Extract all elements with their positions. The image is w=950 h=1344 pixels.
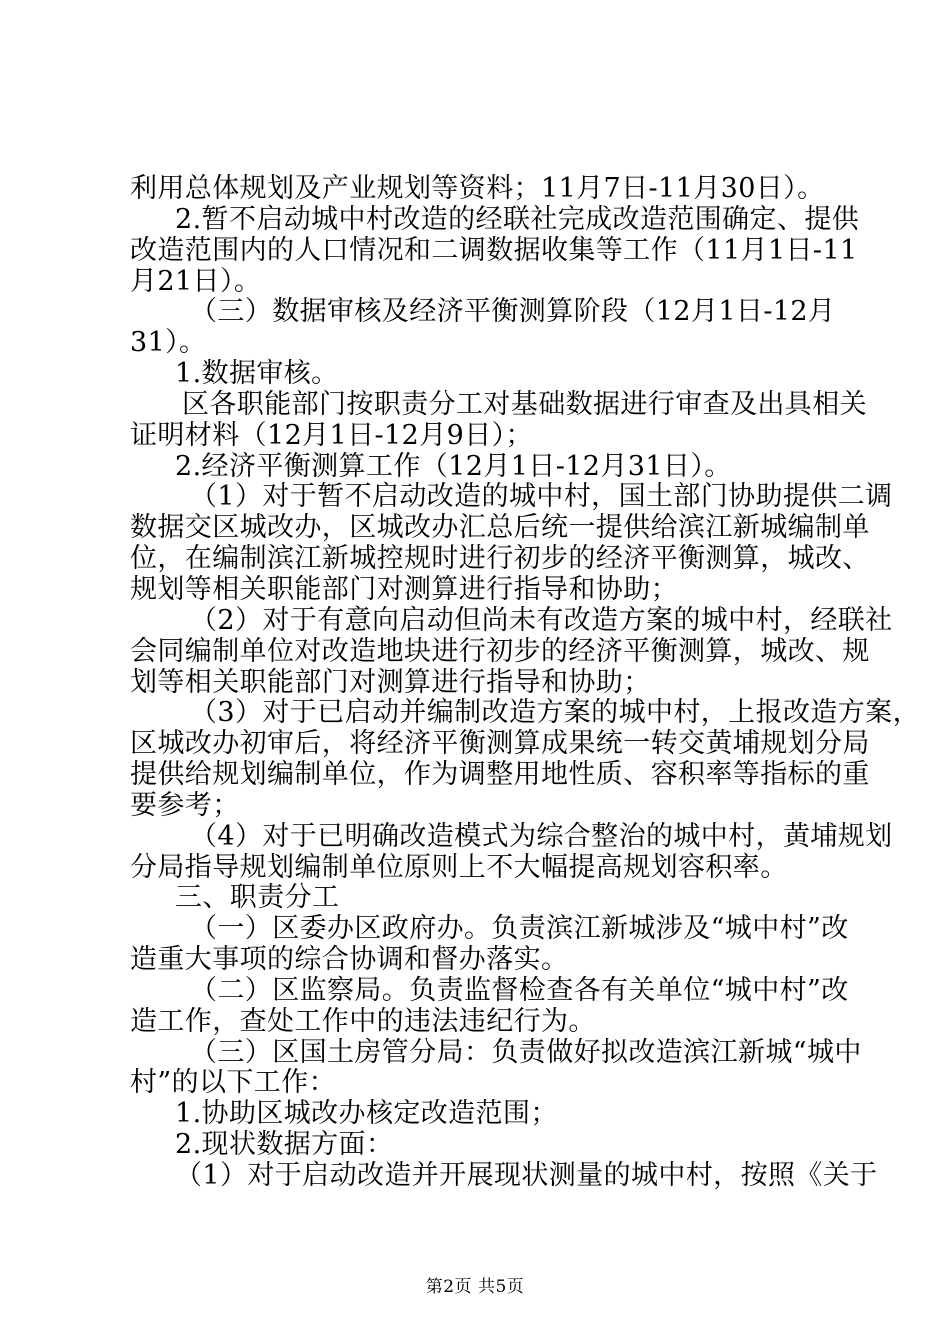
text-line: （三）区国土房管分局：负责做好拟改造滨江新城“城中 [190, 1037, 862, 1068]
text-line: 划等相关职能部门对测算进行指导和协助； [130, 667, 651, 698]
text-line: 要参考； [130, 790, 240, 821]
text-line: （2）对于有意向启动但尚未有改造方案的城中村，经联社 [190, 605, 893, 636]
text-line: （1）对于启动改造并开展现状测量的城中村，按照《关于 [175, 1160, 878, 1191]
text-line: 利用总体规划及产业规划等资料；11月7日-11月30日）。 [130, 173, 825, 204]
text-line: 证明材料（12月1日-12月9日）； [130, 420, 533, 451]
text-line: 2.暂不启动城中村改造的经联社完成改造范围确定、提供 [175, 204, 860, 235]
text-line: （一）区委办区政府办。负责滨江新城涉及“城中村”改 [190, 913, 849, 944]
text-line: 村”的以下工作： [130, 1067, 337, 1098]
text-line: 改造范围内的人口情况和二调数据收集等工作（11月1日-11 [130, 235, 858, 266]
text-line: 区各职能部门按职责分工对基础数据进行审查及出具相关 [182, 389, 867, 420]
text-line: （二）区监察局。负责监督检查各有关单位“城中村”改 [190, 975, 849, 1006]
text-line: 造工作，查处工作中的违法违纪行为。 [130, 1006, 596, 1037]
text-line: 提供给规划编制单位，作为调整用地性质、容积率等指标的重 [130, 759, 870, 790]
section-heading: 三、职责分工 [175, 882, 340, 913]
text-line: （三）数据审核及经济平衡测算阶段（12月1日-12月 [190, 296, 836, 327]
text-line: 月21日）。 [130, 266, 262, 297]
text-line: 规划等相关职能部门对测算进行指导和协助； [130, 574, 678, 605]
text-line: 位，在编制滨江新城控规时进行初步的经济平衡测算，城改、 [130, 543, 870, 574]
text-line: （1）对于暂不启动改造的城中村，国土部门协助提供二调 [190, 481, 893, 512]
text-line: 造重大事项的综合协调和督办落实。 [130, 944, 569, 975]
text-line: （4）对于已明确改造模式为综合整治的城中村，黄埔规划 [190, 821, 893, 852]
text-line: 2.现状数据方面： [175, 1129, 394, 1160]
text-line: 31）。 [130, 327, 207, 358]
text-line: 区城改办初审后，将经济平衡测算成果统一转交黄埔规划分局 [130, 728, 870, 759]
text-line: 会同编制单位对改造地块进行初步的经济平衡测算，城改、规 [130, 636, 870, 667]
text-line: （3）对于已启动并编制改造方案的城中村，上报改造方案， [190, 697, 920, 728]
text-line: 1.数据审核。 [175, 358, 339, 389]
text-line: 2.经济平衡测算工作（12月1日-12月31日）。 [175, 451, 732, 482]
text-line: 1.协助区城改办核定改造范围； [175, 1098, 558, 1129]
page-number-footer: 第2页 共5页 [425, 1277, 525, 1297]
text-line: 分局指导规划编制单位原则上不大幅提高规划容积率。 [130, 852, 788, 883]
text-line: 数据交区城改办，区城改办汇总后统一提供给滨江新城编制单 [130, 512, 870, 543]
